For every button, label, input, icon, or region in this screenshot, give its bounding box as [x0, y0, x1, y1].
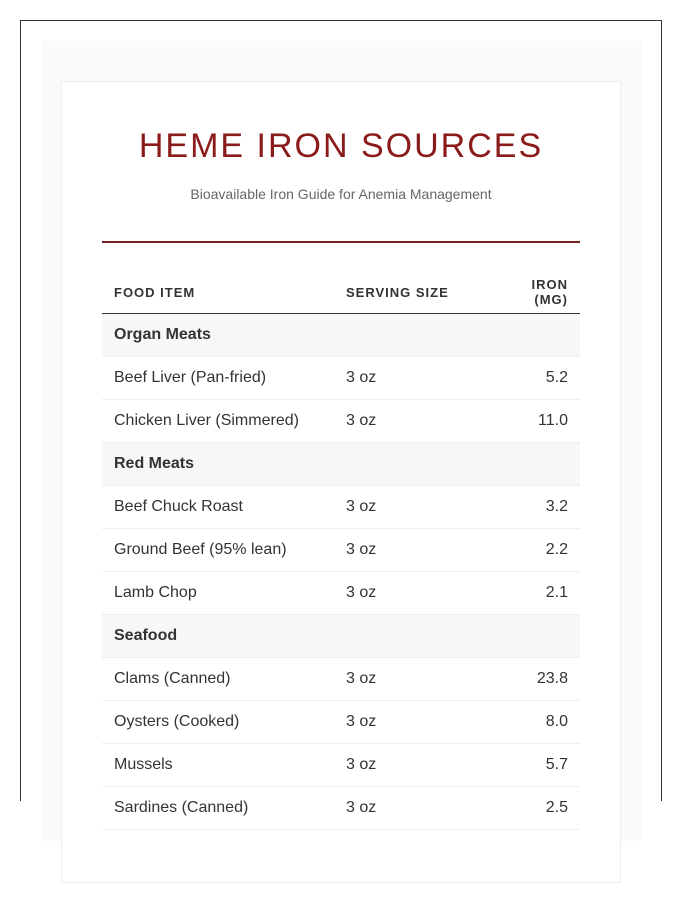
category-label: Organ Meats — [102, 314, 580, 357]
serving-cell: 3 oz — [334, 400, 482, 443]
table-row — [102, 744, 580, 787]
table-row — [102, 486, 580, 529]
food-cell: Lamb Chop — [102, 572, 334, 615]
iron-cell: 2.1 — [482, 572, 580, 615]
page-subtitle: Bioavailable Iron Guide for Anemia Management — [190, 186, 492, 202]
serving-cell: 3 oz — [334, 787, 482, 830]
table-row — [102, 529, 580, 572]
serving-cell: 3 oz — [334, 572, 482, 615]
iron-cell: 8.0 — [482, 701, 580, 744]
table-row — [102, 572, 580, 615]
iron-cell: 5.2 — [482, 357, 580, 400]
header-serving-size: SERVING SIZE — [334, 271, 482, 314]
page-title: HEME IRON SOURCES — [138, 127, 544, 165]
food-cell: Beef Liver (Pan-fried) — [102, 357, 334, 400]
food-cell: Ground Beef (95% lean) — [102, 529, 334, 572]
iron-cell: 2.2 — [482, 529, 580, 572]
table-row — [102, 701, 580, 744]
iron-sources-table — [102, 271, 580, 830]
serving-cell: 3 oz — [334, 658, 482, 701]
iron-cell: 2.5 — [482, 787, 580, 830]
category-label: Seafood — [102, 615, 580, 658]
food-cell: Chicken Liver (Simmered) — [102, 400, 334, 443]
document-viewport[interactable] — [20, 20, 662, 816]
serving-cell: 3 oz — [334, 701, 482, 744]
iron-cell: 11.0 — [482, 400, 580, 443]
serving-cell: 3 oz — [334, 357, 482, 400]
food-cell: Oysters (Cooked) — [102, 701, 334, 744]
food-cell: Beef Chuck Roast — [102, 486, 334, 529]
table-row — [102, 787, 580, 830]
category-row — [102, 443, 580, 486]
table-row — [102, 658, 580, 701]
category-row — [102, 615, 580, 658]
document-card — [61, 81, 621, 883]
table-row — [102, 400, 580, 443]
food-cell: Mussels — [102, 744, 334, 787]
serving-cell: 3 oz — [334, 744, 482, 787]
category-row — [102, 314, 580, 357]
table-header-row — [102, 271, 580, 314]
iron-cell: 3.2 — [482, 486, 580, 529]
food-cell: Clams (Canned) — [102, 658, 334, 701]
category-label: Red Meats — [102, 443, 580, 486]
title-divider — [102, 241, 580, 243]
table-row — [102, 357, 580, 400]
iron-cell: 23.8 — [482, 658, 580, 701]
iron-cell: 5.7 — [482, 744, 580, 787]
page-background — [41, 41, 641, 841]
header-food-item: FOOD ITEM — [102, 271, 334, 314]
header-iron-mg: IRON (MG) — [482, 271, 580, 314]
food-cell: Sardines (Canned) — [102, 787, 334, 830]
serving-cell: 3 oz — [334, 486, 482, 529]
serving-cell: 3 oz — [334, 529, 482, 572]
